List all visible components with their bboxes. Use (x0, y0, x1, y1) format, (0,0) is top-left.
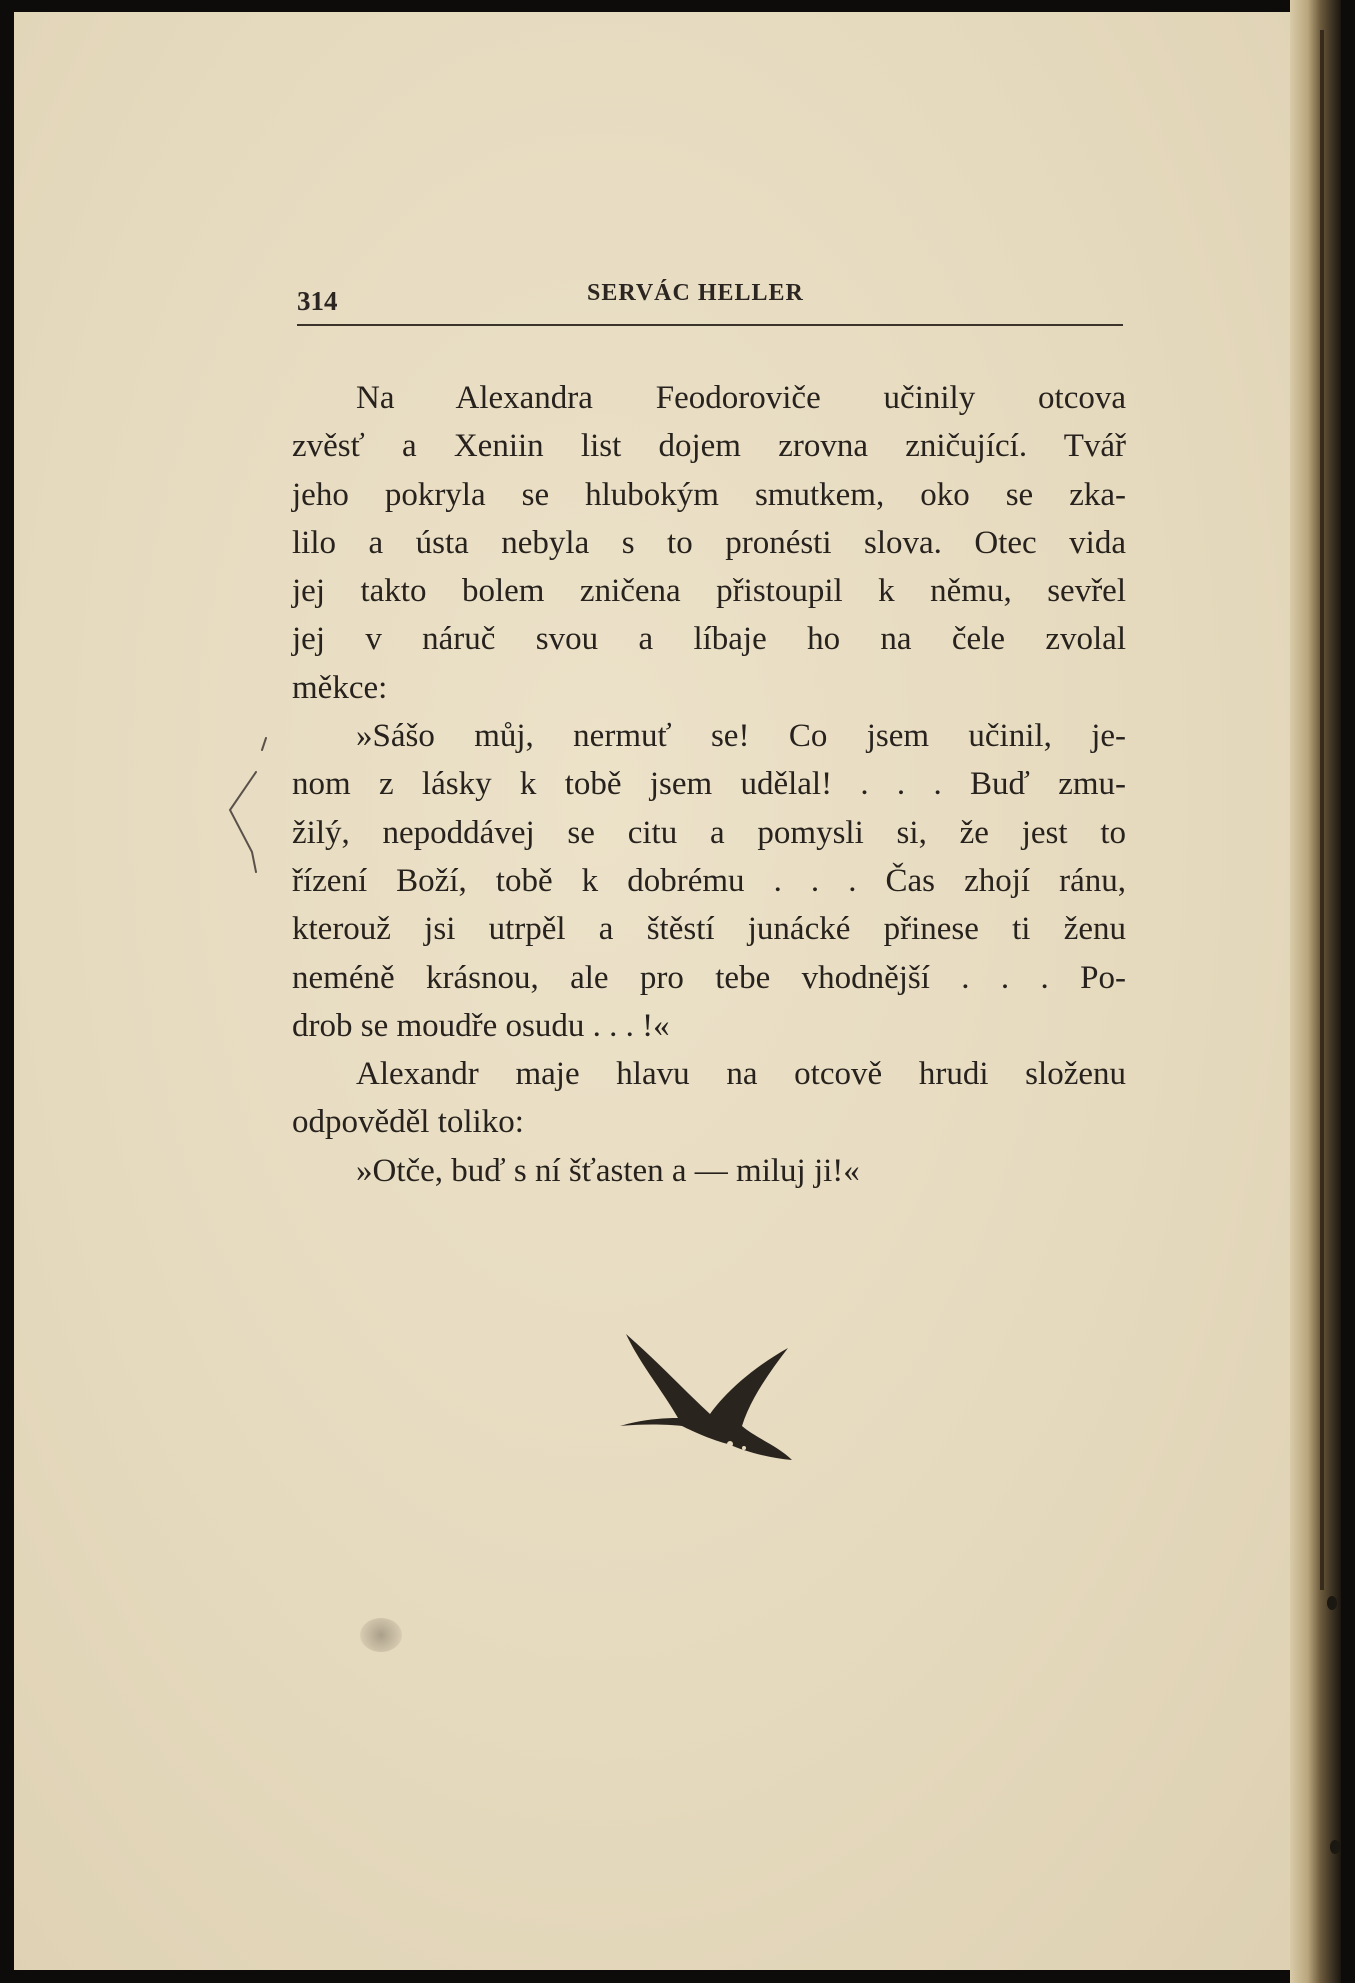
text-line: Na Alexandra Feodoroviče učinily otcova (356, 380, 1126, 416)
text-line: odpověděl toliko: (292, 1104, 524, 1141)
text-line: jej v náruč svou a líbaje ho na čele zvolal (292, 621, 1126, 658)
text-line: měkce: (292, 669, 388, 706)
page-header (297, 280, 1123, 326)
ink-smudge (360, 1618, 402, 1652)
text-line: jej takto bolem zničena přistoupil k němu, sevřel (292, 573, 1126, 610)
text-line: žilý, nepoddávej se citu a pomysli si, že jest to (292, 814, 1126, 851)
text-line: kterouž jsi utrpěl a štěstí junácké přinese ti ženu (292, 911, 1126, 948)
text-line: »Otče, buď s ní šťasten a — miluj ji!« (356, 1152, 860, 1189)
text-line: řízení Boží, tobě k dobrému . . . Čas zhojí ránu, (292, 862, 1126, 899)
text-line: drob se moudře osudu . . . !« (292, 1007, 670, 1044)
body-text (292, 374, 1126, 1195)
text-line: neméně krásnou, ale pro tebe vhodnější . . . Po- (292, 959, 1126, 996)
text-line: zvěsť a Xeniin list dojem zrovna zničující. Tvář (292, 428, 1126, 465)
running-head: SERVÁC HELLER (587, 280, 804, 306)
text-line: jeho pokryla se hlubokým smutkem, oko se zka- (292, 476, 1126, 513)
spine-edge-line (1320, 30, 1324, 1590)
text-line: Alexandr maje hlavu na otcově hrudi složenu (356, 1056, 1126, 1093)
book-page (14, 12, 1314, 1970)
text-line: nom z lásky k tobě jsem udělal! . . . Buď zmu- (292, 766, 1126, 803)
page-number: 314 (297, 286, 338, 316)
book-spine (1290, 0, 1341, 1983)
text-line: »Sášo můj, nermuť se! Co jsem učinil, je- (356, 718, 1126, 755)
spine-dot (1330, 1840, 1340, 1854)
text-line: lilo a ústa nebyla s to pronésti slova. Otec vida (292, 524, 1126, 561)
swallow-bird-icon (620, 1334, 800, 1464)
spine-dot (1327, 1596, 1337, 1610)
pencil-margin-mark (226, 732, 272, 882)
